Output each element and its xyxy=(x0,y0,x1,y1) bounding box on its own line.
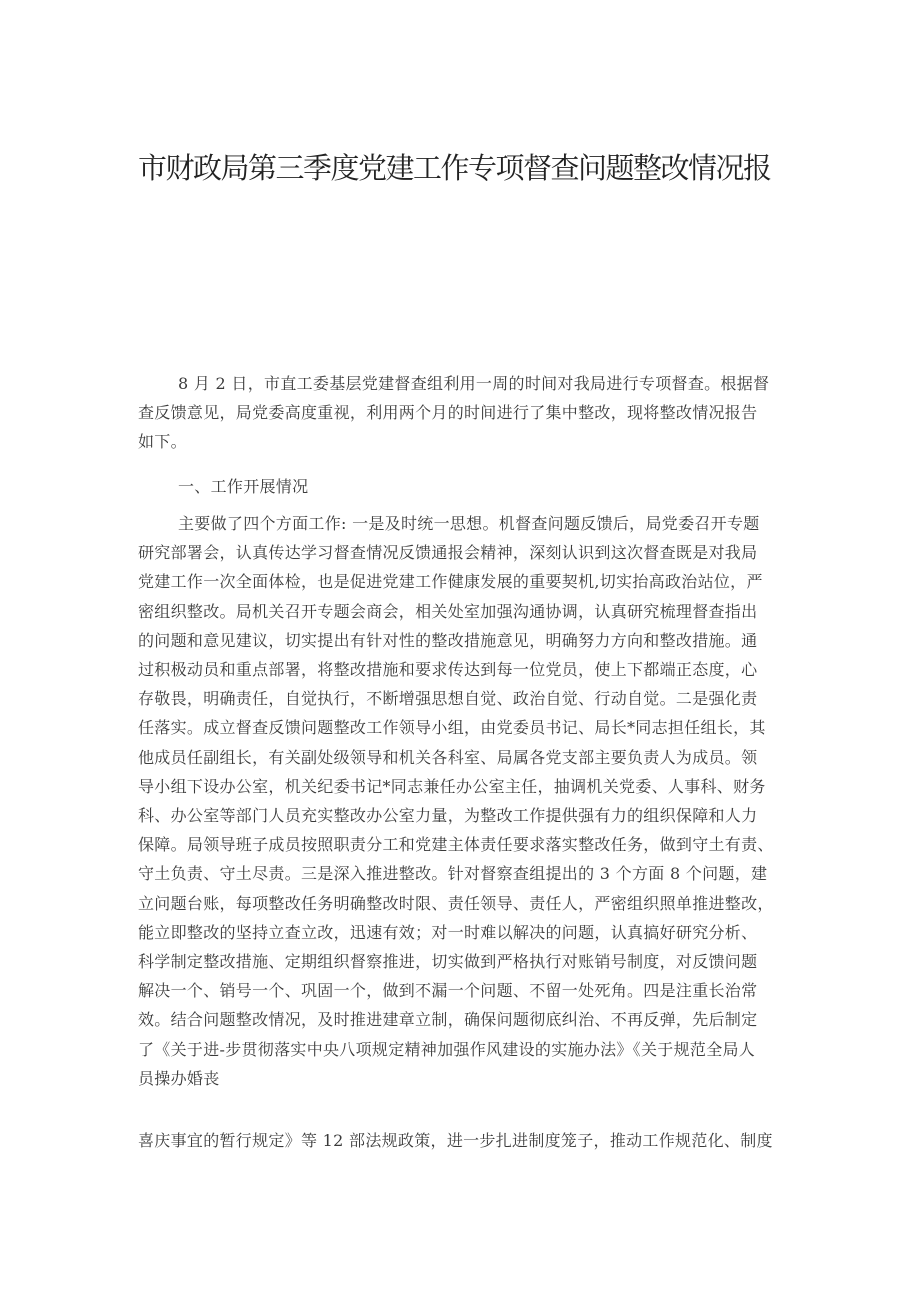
intro-paragraph xyxy=(138,369,786,457)
main-line: 党建工作一次全面体检，也是促进党建工作健康发展的重要契机,切实抬高政治站位，严 xyxy=(138,572,763,592)
intro-line: 8 月 2 日，市直工委基层党建督查组利用一周的时间对我局进行专项督查。根据督 xyxy=(178,374,770,393)
main-line: 能立即整改的坚持立查立改，迅速有效；对一时难以解决的问题，认真搞好研究分析、 xyxy=(138,922,758,942)
main-line: 科、办公室等部门人员充实整改办公室力量，为整改工作提供强有力的组织保障和人力 xyxy=(138,806,758,826)
tail-paragraph xyxy=(138,1126,786,1155)
main-line: 的问题和意见建议，切实提出有针对性的整改措施意见，明确努力方向和整改措施。通 xyxy=(138,630,758,650)
main-line: 科学制定整改措施、定期组织督察推进，切实做到严格执行对账销号制度，对反馈问题 xyxy=(138,952,758,972)
main-line: 密组织整改。局机关召开专题会商会，相关处室加强沟通协调，认真研究梳理督查指出 xyxy=(138,601,758,621)
main-line: 过积极动员和重点部署，将整改措施和要求传达到每一位党员，使上下都端正态度，心 xyxy=(138,660,758,680)
main-line: 他成员任副组长，有关副处级领导和机关各科室、局属各党支部主要负责人为成员。领 xyxy=(138,747,758,767)
main-line: 解决一个、销号一个、巩固一个，做到不漏一个问题、不留一处死角。四是注重长治常 xyxy=(138,981,758,1001)
main-line: 任落实。成立督查反馈问题整改工作领导小组，由党委员书记、局长*同志担任组长，其 xyxy=(138,718,766,738)
intro-line: 如下。 xyxy=(138,432,187,452)
main-line: 了《关于进-步贯彻落实中央八项规定精神加强作风建设的实施办法》《关于规范全局人 xyxy=(138,1039,756,1059)
document-title: 市财政局第三季度党建工作专项督查问题整改情况报 xyxy=(138,151,771,185)
tail-line: 喜庆事宜的暂行规定》等 12 部法规政策，进一步扎进制度笼子，推动工作规范化、制度 xyxy=(138,1131,773,1150)
section-heading-paragraph xyxy=(138,472,786,501)
main-line: 导小组下设办公室，机关纪委书记*同志兼任办公室主任，抽调机关党委、人事科、财务 xyxy=(138,776,766,796)
section-heading: 一、工作开展情况 xyxy=(178,477,309,496)
main-line: 立问题台账，每项整改任务明确整改时限、责任领导、责任人，严密组织照单推进整改， xyxy=(138,893,774,913)
main-line: 保障。局领导班子成员按照职责分工和党建主体责任要求落实整改任务，做到守土有责、 xyxy=(138,835,774,855)
main-line: 效。结合问题整改情况，及时推进建章立制，确保问题彻底纠治、不再反弹，先后制定 xyxy=(138,1010,758,1030)
main-line: 存敬畏，明确责任，自觉执行，不断增强思想自觉、政治自觉、行动自觉。二是强化责 xyxy=(138,689,758,709)
main-line: 守土负责、守土尽责。三是深入推进整改。针对督察查组提出的 3 个方面 8 个问题，建 xyxy=(138,864,768,884)
main-line: 主要做了四个方面工作: 一是及时统一思想。机督查问题反馈后，局党委召开专题 xyxy=(178,514,760,533)
main-line: 研究部署会，认真传达学习督查情况反馈通报会精神，深刻认识到这次督查既是对我局 xyxy=(138,543,758,563)
main-line: 员操办婚丧 xyxy=(138,1068,220,1088)
main-paragraph xyxy=(138,509,786,1093)
intro-line: 查反馈意见，局党委高度重视，利用两个月的时间进行了集中整改，现将整改情况报告 xyxy=(138,403,758,423)
